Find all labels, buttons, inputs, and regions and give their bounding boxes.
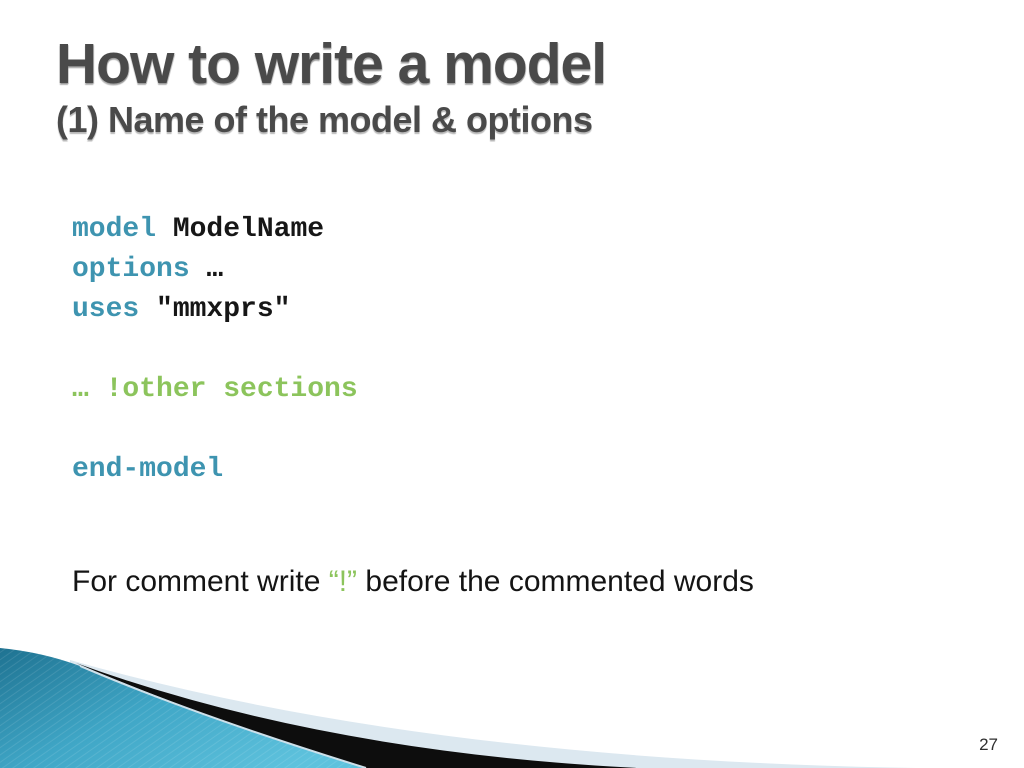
code-line [72,290,358,330]
slide-title: How to write a model [56,32,607,96]
swoosh-pale-shape [70,660,916,768]
note-text [72,563,754,601]
swoosh-teal-shape [0,648,366,768]
swoosh-black-stripe [76,663,638,768]
page-number: 27 [979,735,998,754]
code-token: model [72,214,173,245]
swoosh-separator-line [80,666,366,768]
slide-subtitle: (1) Name of the model & options [56,99,593,140]
note-highlight: “!” [328,565,358,598]
code-token: "mmxprs" [156,294,291,325]
code-token: … [206,254,224,285]
code-token: uses [72,294,157,325]
code-token: options [72,254,207,285]
code-line [72,210,358,250]
code-line [72,370,358,410]
code-token: … !other sections [72,374,358,405]
code-line [72,410,358,450]
code-block [72,210,358,490]
note-suffix: before the commented words [357,565,754,598]
code-line [72,450,358,490]
note-prefix: For comment write [72,565,329,598]
title-block [56,30,606,142]
code-token: ModelName [172,214,325,245]
swoosh-teal-texture [0,648,366,768]
code-token: end-model [72,454,224,485]
code-line [72,330,358,370]
code-line [72,250,358,290]
